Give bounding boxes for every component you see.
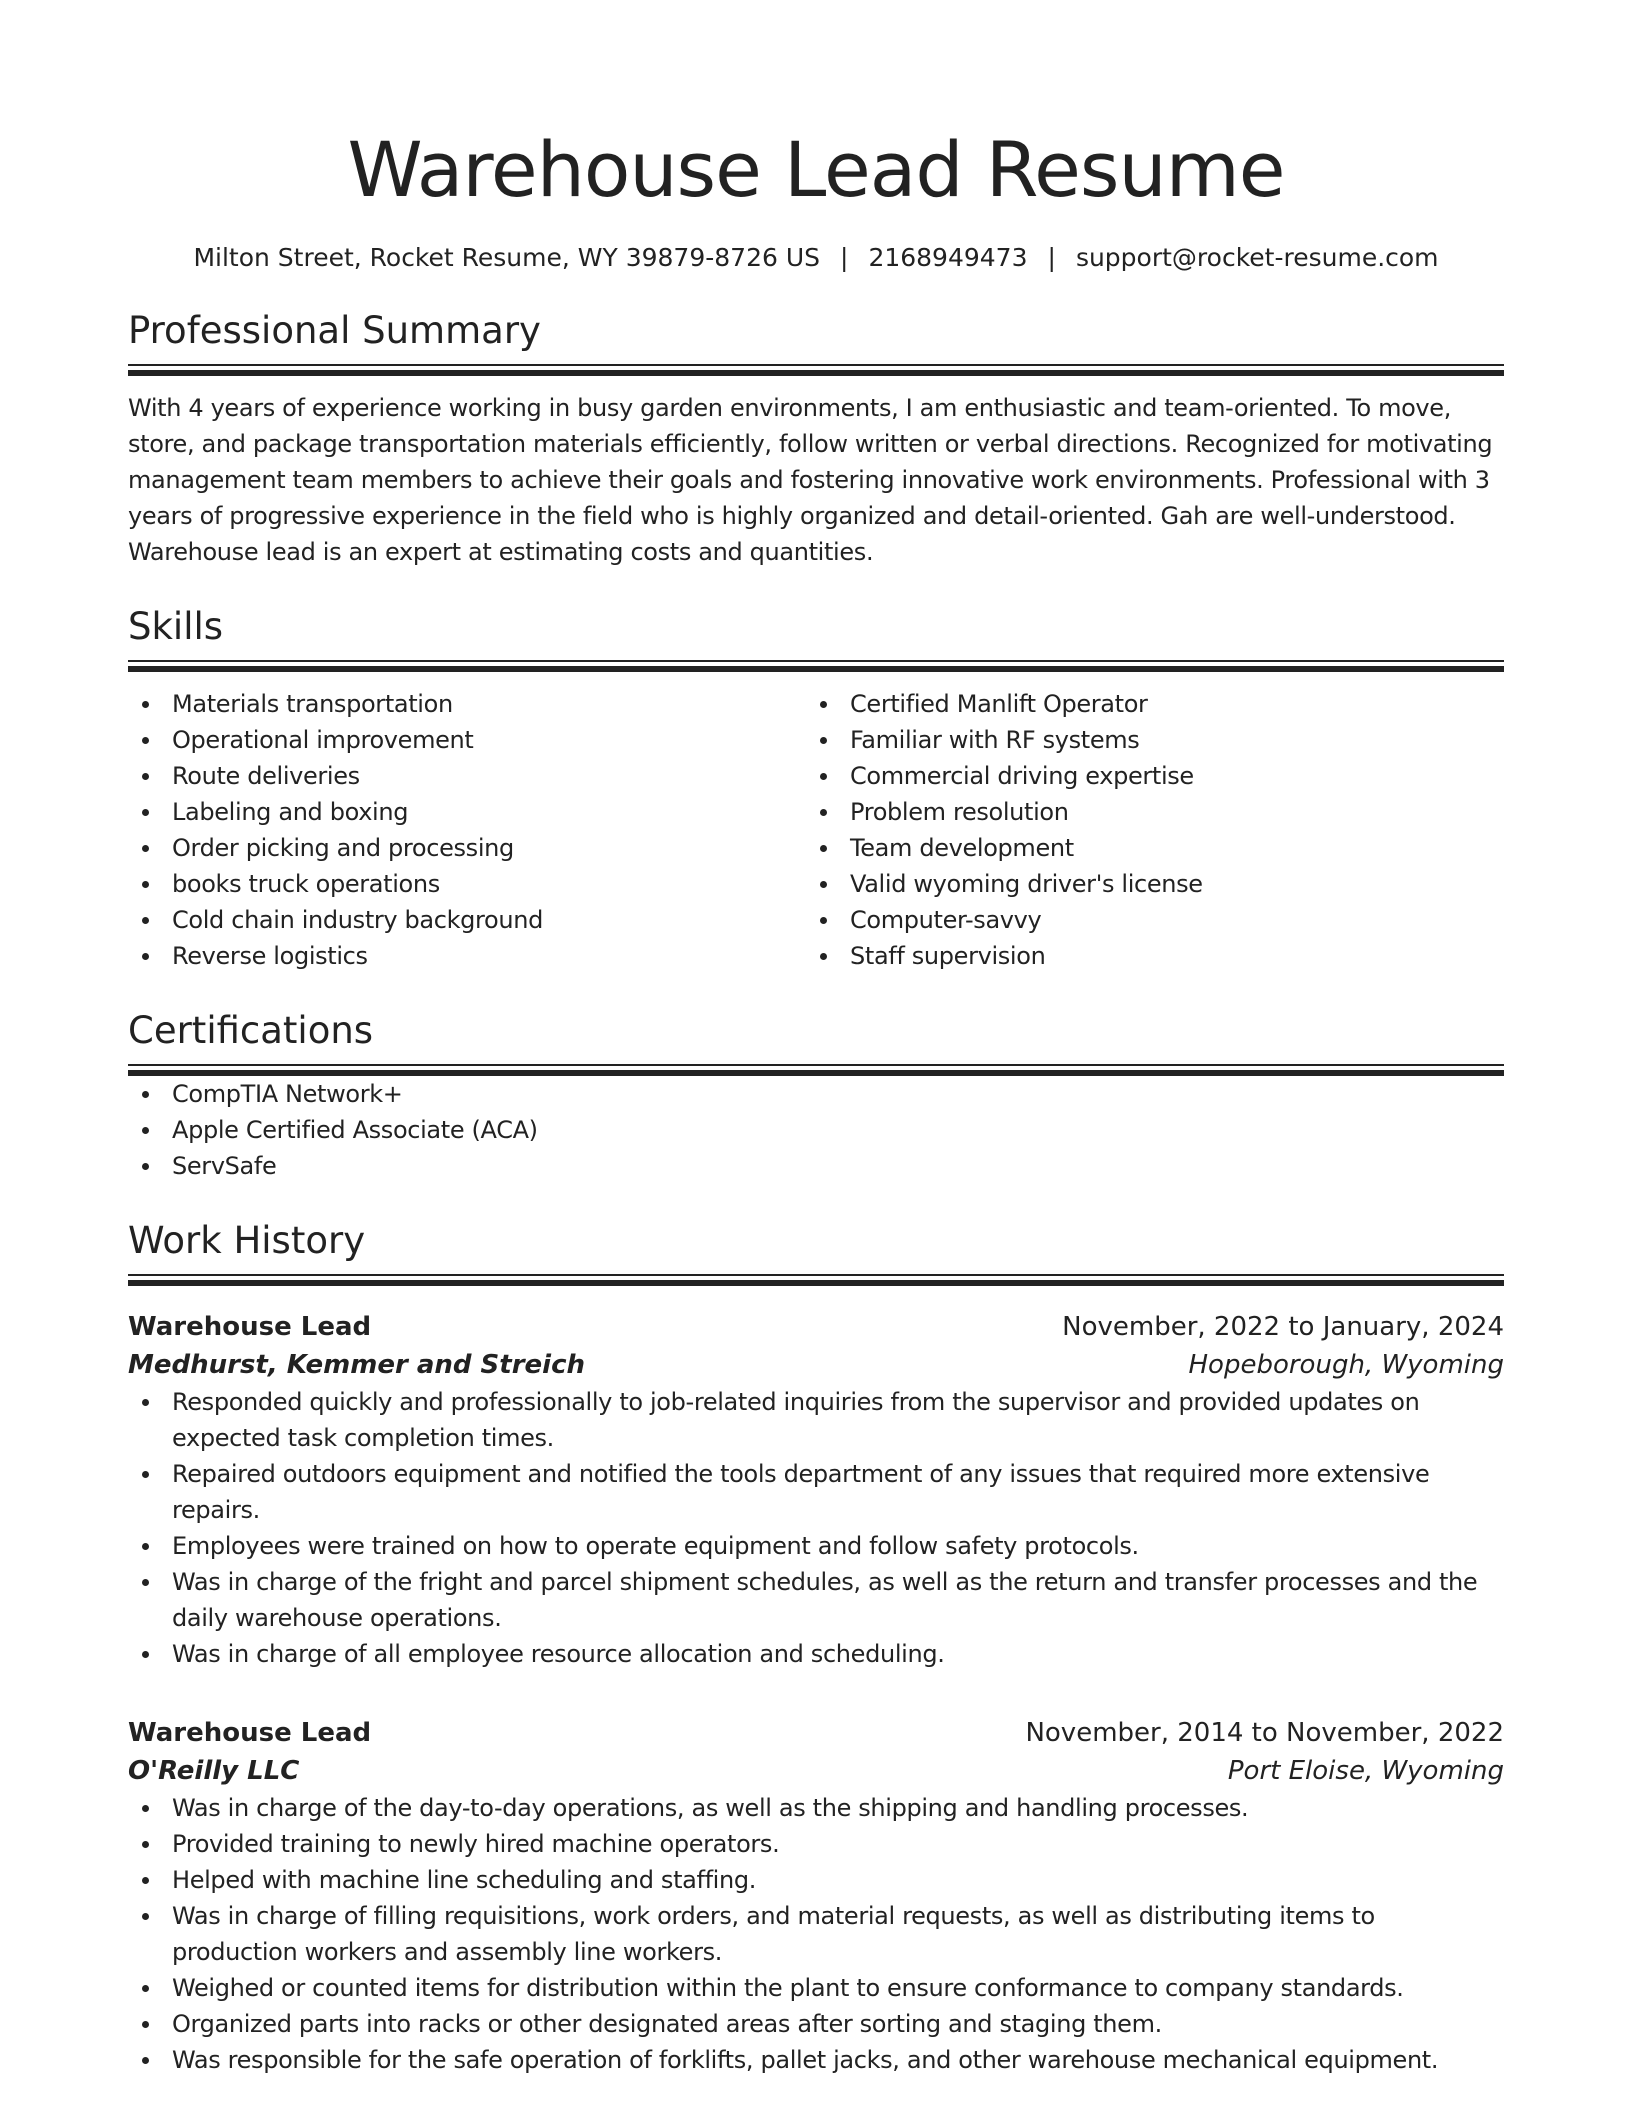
skill-item: Valid wyoming driver's license [806, 866, 1484, 902]
job-duty: Organized parts into racks or other designated areas after sorting and staging them. [128, 2006, 1504, 2042]
section-heading-certifications: Certifications [128, 1009, 374, 1052]
job-title: Warehouse Lead [128, 1718, 372, 1748]
skill-item: Team development [806, 830, 1484, 866]
job-duty: Was in charge of the fright and parcel shipment schedules, as well as the return and transfer processes and the daily warehouse operations. [128, 1564, 1504, 1636]
skills-columns [128, 686, 1504, 974]
job-duty: Was responsible for the safe operation of forklifts, pallet jacks, and other warehouse mechanical equipment. [128, 2042, 1504, 2078]
job-duties-list [128, 1384, 1504, 1672]
job-location: Hopeborough, Wyoming [1188, 1350, 1504, 1380]
contact-email[interactable]: support@rocket-resume.com [1075, 243, 1439, 272]
section-heading-work-history: Work History [128, 1219, 366, 1262]
job-location: Port Eloise, Wyoming [1227, 1756, 1504, 1786]
job-duty: Was in charge of filling requisitions, work orders, and material requests, as well as distributing items to production workers and assembly line workers. [128, 1898, 1504, 1970]
job-company-row [128, 1346, 1504, 1384]
certification-item: CompTIA Network+ [128, 1076, 1504, 1112]
skill-item: books truck operations [128, 866, 806, 902]
contact-phone: 2168949473 [868, 243, 1028, 272]
section-divider [128, 1064, 1504, 1076]
skills-list-right [806, 686, 1484, 974]
skill-item: Problem resolution [806, 794, 1484, 830]
contact-line [128, 242, 1504, 274]
job-company-row [128, 1752, 1504, 1790]
skill-item: Familiar with RF systems [806, 722, 1484, 758]
job-title: Warehouse Lead [128, 1312, 372, 1342]
section-heading-skills: Skills [128, 605, 224, 648]
skill-item: Computer-savvy [806, 902, 1484, 938]
section-divider [128, 660, 1504, 672]
job-duty: Provided training to newly hired machine operators. [128, 1826, 1504, 1862]
page-title: Warehouse Lead Resume [347, 125, 1285, 214]
section-heading-summary: Professional Summary [128, 309, 541, 352]
contact-separator: | [1047, 243, 1056, 272]
skill-item: Cold chain industry background [128, 902, 806, 938]
job-duty: Employees were trained on how to operate equipment and follow safety protocols. [128, 1528, 1504, 1564]
skill-item: Materials transportation [128, 686, 806, 722]
job-dates: November, 2014 to November, 2022 [1025, 1718, 1504, 1748]
job-dates: November, 2022 to January, 2024 [1062, 1312, 1504, 1342]
summary-text: With 4 years of experience working in busy garden environments, I am enthusiastic and team-oriented. To move, store, and package transportation materials efficiently, follow written or verbal directions. Recognized for motivating management team members to achieve their goals and fostering innovative work environments. Professional with 3 years of progressive experience in the field who is highly organized and detail-oriented. Gah are well-understood. Warehouse lead is an expert at estimating costs and quantities. [128, 394, 1493, 566]
contact-separator: | [840, 243, 849, 272]
job-header-row [128, 1308, 1504, 1346]
job-duty: Repaired outdoors equipment and notified the tools department of any issues that required more extensive repairs. [128, 1456, 1504, 1528]
job-duty: Was in charge of all employee resource allocation and scheduling. [128, 1636, 1504, 1672]
certifications-list [128, 1076, 1504, 1184]
job-duty: Helped with machine line scheduling and staffing. [128, 1862, 1504, 1898]
job-duty: Responded quickly and professionally to job-related inquiries from the supervisor and provided updates on expected task completion times. [128, 1384, 1504, 1456]
certification-item: ServSafe [128, 1148, 1504, 1184]
job-entry [128, 1714, 1504, 2078]
skill-item: Labeling and boxing [128, 794, 806, 830]
skill-item: Route deliveries [128, 758, 806, 794]
job-entry [128, 1308, 1504, 1672]
contact-address: Milton Street, Rocket Resume, WY 39879-8726 US [193, 243, 820, 272]
section-divider [128, 1274, 1504, 1286]
job-duties-list [128, 1790, 1504, 2078]
job-company: O'Reilly LLC [128, 1756, 300, 1786]
skill-item: Staff supervision [806, 938, 1484, 974]
job-duty: Was in charge of the day-to-day operations, as well as the shipping and handling processes. [128, 1790, 1504, 1826]
section-divider [128, 364, 1504, 376]
job-duty: Weighed or counted items for distribution within the plant to ensure conformance to company standards. [128, 1970, 1504, 2006]
job-header-row [128, 1714, 1504, 1752]
skill-item: Certified Manlift Operator [806, 686, 1484, 722]
resume-page [128, 0, 1504, 2078]
job-company: Medhurst, Kemmer and Streich [128, 1350, 586, 1380]
skill-item: Reverse logistics [128, 938, 806, 974]
skill-item: Operational improvement [128, 722, 806, 758]
skill-item: Order picking and processing [128, 830, 806, 866]
certification-item: Apple Certified Associate (ACA) [128, 1112, 1504, 1148]
skills-list-left [128, 686, 806, 974]
skill-item: Commercial driving expertise [806, 758, 1484, 794]
